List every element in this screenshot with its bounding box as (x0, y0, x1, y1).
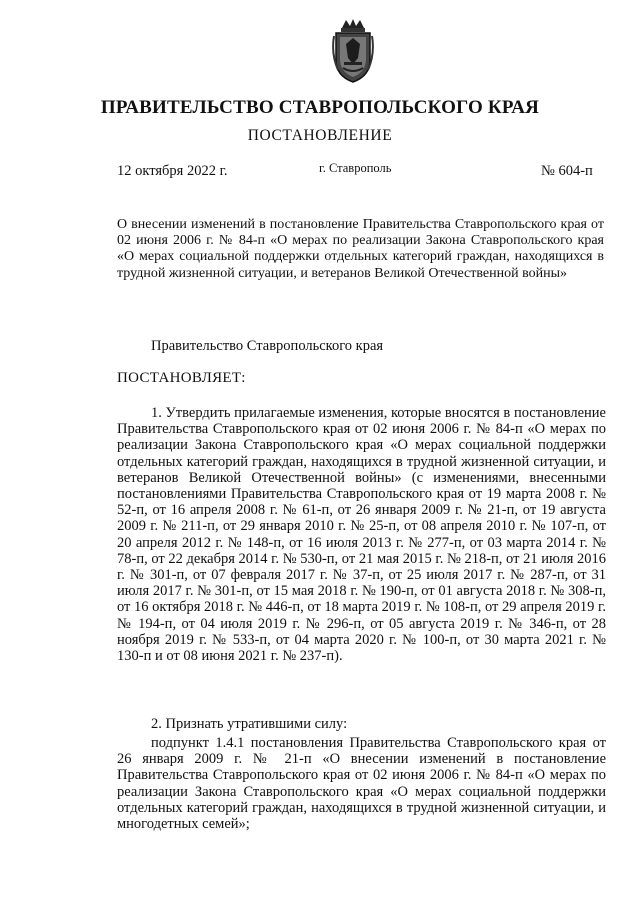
paragraph-item-2: 2. Признать утратившими силу: (151, 716, 348, 732)
document-date: 12 октября 2022 г. (117, 163, 228, 179)
document-subject: О внесении изменений в постановление Правительства Ставропольского края от 02 июня 2006 г. № 84-п «О мерах по реализации Закона Ставропольского края «О мерах социальной поддержки отдельных категорий граждан, находящихся в трудной жизненной ситуации, и ветеранов Великой Отечественной войны» (117, 217, 604, 281)
document-number: № 604-п (541, 163, 593, 179)
paragraph-item-2-sub: подпункт 1.4.1 постановления Правительства Ставропольского края от 26 января 2009 г. № 21-п «О внесении изменений в постановление Правительства Ставропольского края от 02 июня 2006 г. № 84-п «О мерах по реализации Закона Ставропольского края «О мерах социальной поддержки отдельных категорий граждан, находящихся в трудной жизненной ситуации, и многодетных семей»; (117, 735, 606, 833)
preamble: Правительство Ставропольского края (151, 338, 384, 354)
decree-heading: ПОСТАНОВЛЯЕТ: (117, 370, 246, 386)
document-type: ПОСТАНОВЛЕНИЕ (247, 127, 393, 144)
document-city: г. Ставрополь (319, 161, 392, 175)
paragraph-item-1: 1. Утвердить прилагаемые изменения, которые вносятся в постановление Правительства Ставропольского края от 02 июня 2006 г. № 84-п «О мерах по реализации Закона Ставропольского края «О мерах социальной поддержки отдельных категорий граждан, находящихся в трудной жизненной ситуации, и ветеранов Великой Отечественной войны» (с изменениями, внесенными постановлениями Правительства Ставропольского края от 19 марта 2008 г. № 52-п, от 16 апреля 2008 г. № 61-п, от 26 января 2009 г. № 21-п, от 19 августа 2009 г. № 211-п, от 29 января 2010 г. № 25-п, от 08 апреля 2010 г. № 107-п, от 20 апреля 2012 г. № 148-п, от 16 июля 2013 г. № 277-п, от 03 марта 2014 г. № 78-п, от 22 декабря 2014 г. № 530-п, от 21 мая 2015 г. № 218-п, от 21 июля 2016 г. № 301-п, от 07 февраля 2017 г. № 37-п, от 25 июля 2017 г. № 287-п, от 31 июля 2017 г. № 301-п, от 15 мая 2018 г. № 190-п, от 01 августа 2018 г. № 308-п, от 16 октября 2018 г. № 446-п, от 18 марта 2019 г. № 108-п, от 29 апреля 2019 г. № 194-п, от 04 июля 2019 г. № 296-п, от 05 августа 2019 г. № 346-п, от 28 ноября 2019 г. № 533-п, от 04 марта 2020 г. № 100-п, от 30 марта 2021 г. № 130-п и от 08 июня 2021 г. № 237-п). (117, 405, 606, 665)
organization-title: ПРАВИТЕЛЬСТВО СТАВРОПОЛЬСКОГО КРАЯ (100, 97, 540, 118)
coat-of-arms-icon (330, 18, 376, 84)
